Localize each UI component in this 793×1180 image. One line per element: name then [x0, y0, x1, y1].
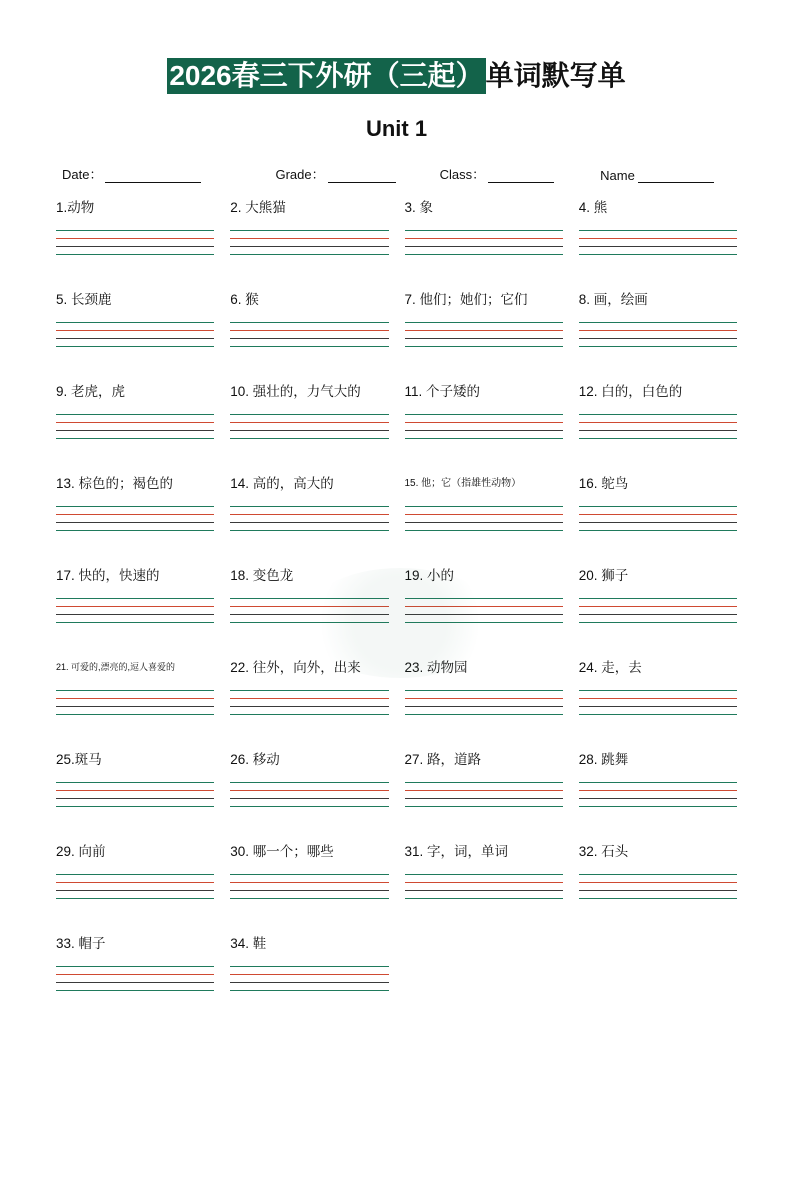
writing-lines[interactable]: [230, 966, 388, 991]
word-label: 7. 他们；她们；它们: [404, 292, 528, 307]
writing-line[interactable]: [230, 254, 388, 255]
writing-line[interactable]: [230, 706, 388, 707]
writing-line[interactable]: [230, 422, 388, 423]
unit-heading: Unit 1: [365, 116, 428, 141]
word-label: 28. 跳舞: [578, 752, 629, 767]
writing-lines[interactable]: [405, 506, 563, 531]
writing-lines[interactable]: [405, 782, 563, 807]
word-cell: [579, 289, 737, 381]
word-label: 11. 个子矮的: [404, 384, 481, 399]
writing-line[interactable]: [56, 798, 214, 799]
writing-line[interactable]: [56, 238, 214, 239]
writing-line[interactable]: [56, 806, 214, 807]
date-blank[interactable]: [105, 169, 201, 183]
writing-lines[interactable]: [56, 322, 214, 347]
grade-label: Grade：: [275, 167, 325, 182]
writing-lines[interactable]: [56, 230, 214, 255]
writing-line[interactable]: [56, 898, 214, 899]
writing-line[interactable]: [56, 882, 214, 883]
word-label: 20. 狮子: [578, 568, 629, 583]
writing-lines[interactable]: [405, 322, 563, 347]
class-blank[interactable]: [488, 169, 554, 183]
word-label: 6. 猴: [230, 292, 259, 307]
grade-blank[interactable]: [328, 169, 396, 183]
writing-line[interactable]: [56, 606, 214, 607]
writing-line[interactable]: [56, 598, 214, 599]
writing-line[interactable]: [230, 898, 388, 899]
writing-line[interactable]: [405, 338, 563, 339]
writing-line[interactable]: [56, 422, 214, 423]
writing-line[interactable]: [56, 966, 214, 967]
writing-line[interactable]: [579, 898, 737, 899]
writing-line[interactable]: [405, 230, 563, 231]
writing-line[interactable]: [405, 322, 563, 323]
writing-line[interactable]: [56, 438, 214, 439]
writing-line[interactable]: [579, 714, 737, 715]
name-blank[interactable]: [638, 169, 714, 183]
writing-line[interactable]: [405, 246, 563, 247]
word-cell: [56, 933, 214, 1025]
writing-line[interactable]: [579, 882, 737, 883]
writing-line[interactable]: [579, 414, 737, 415]
writing-line[interactable]: [405, 438, 563, 439]
word-cell: [230, 381, 388, 473]
writing-line[interactable]: [579, 606, 737, 607]
word-label: 33. 帽子: [56, 936, 106, 951]
writing-line[interactable]: [579, 614, 737, 615]
writing-line[interactable]: [56, 622, 214, 623]
word-cell: [230, 657, 388, 749]
writing-line[interactable]: [405, 898, 563, 899]
writing-lines[interactable]: [56, 966, 214, 991]
writing-line[interactable]: [579, 874, 737, 875]
writing-line[interactable]: [405, 598, 563, 599]
word-label: 14. 高的，高大的: [230, 476, 334, 491]
worksheet-page: [0, 58, 793, 1180]
writing-line[interactable]: [230, 690, 388, 691]
writing-line[interactable]: [405, 874, 563, 875]
word-cell: [405, 197, 563, 289]
writing-line[interactable]: [579, 430, 737, 431]
writing-lines[interactable]: [405, 230, 563, 255]
writing-line[interactable]: [405, 614, 563, 615]
writing-line[interactable]: [579, 438, 737, 439]
writing-line[interactable]: [579, 706, 737, 707]
writing-line[interactable]: [579, 698, 737, 699]
name-label: Name: [600, 168, 635, 183]
word-cell: [56, 565, 214, 657]
writing-line[interactable]: [56, 506, 214, 507]
writing-line[interactable]: [579, 338, 737, 339]
writing-line[interactable]: [230, 622, 388, 623]
writing-line[interactable]: [579, 598, 737, 599]
word-cell: [56, 657, 214, 749]
word-label: 17. 快的，快速的: [56, 568, 160, 583]
writing-lines[interactable]: [56, 690, 214, 715]
writing-line[interactable]: [579, 506, 737, 507]
title-highlight-text: 2026春三下外研（三起）: [167, 58, 485, 94]
word-label: 27. 路，道路: [404, 752, 482, 767]
writing-line[interactable]: [579, 782, 737, 783]
writing-line[interactable]: [405, 882, 563, 883]
word-label: 21. 可爱的,漂亮的,逗人喜爱的: [56, 662, 176, 672]
writing-line[interactable]: [579, 238, 737, 239]
writing-line[interactable]: [579, 254, 737, 255]
writing-line[interactable]: [405, 506, 563, 507]
writing-line[interactable]: [579, 522, 737, 523]
writing-line[interactable]: [405, 606, 563, 607]
writing-line[interactable]: [230, 598, 388, 599]
word-cell: [230, 565, 388, 657]
writing-line[interactable]: [405, 790, 563, 791]
writing-line[interactable]: [230, 246, 388, 247]
word-label: 2. 大熊猫: [230, 200, 286, 215]
word-label: 30. 哪一个；哪些: [230, 844, 334, 859]
writing-line[interactable]: [56, 698, 214, 699]
writing-line[interactable]: [579, 790, 737, 791]
writing-lines[interactable]: [405, 598, 563, 623]
word-cell: [579, 749, 737, 841]
writing-lines[interactable]: [405, 874, 563, 899]
word-label: 10. 强壮的，力气大的: [230, 384, 361, 399]
writing-lines[interactable]: [56, 598, 214, 623]
writing-lines[interactable]: [230, 598, 388, 623]
writing-line[interactable]: [405, 254, 563, 255]
word-cell: [405, 565, 563, 657]
writing-line[interactable]: [56, 690, 214, 691]
writing-line[interactable]: [579, 230, 737, 231]
writing-lines[interactable]: [579, 414, 737, 439]
writing-line[interactable]: [56, 522, 214, 523]
writing-line[interactable]: [230, 890, 388, 891]
word-label: 29. 向前: [56, 844, 106, 859]
writing-line[interactable]: [230, 882, 388, 883]
writing-lines[interactable]: [230, 506, 388, 531]
writing-line[interactable]: [405, 346, 563, 347]
writing-line[interactable]: [230, 346, 388, 347]
writing-line[interactable]: [230, 414, 388, 415]
writing-line[interactable]: [230, 430, 388, 431]
writing-lines[interactable]: [405, 690, 563, 715]
word-label: 26. 移动: [230, 752, 280, 767]
writing-line[interactable]: [405, 714, 563, 715]
writing-line[interactable]: [230, 614, 388, 615]
writing-lines[interactable]: [579, 322, 737, 347]
writing-lines[interactable]: [56, 506, 214, 531]
writing-line[interactable]: [56, 890, 214, 891]
word-label: 24. 走，去: [578, 660, 642, 675]
word-cell: [405, 841, 563, 933]
writing-lines[interactable]: [230, 874, 388, 899]
writing-line[interactable]: [56, 246, 214, 247]
writing-line[interactable]: [405, 798, 563, 799]
writing-line[interactable]: [230, 966, 388, 967]
writing-line[interactable]: [230, 974, 388, 975]
writing-line[interactable]: [230, 798, 388, 799]
word-label: 12. 白的，白色的: [578, 384, 683, 399]
writing-line[interactable]: [405, 690, 563, 691]
writing-line[interactable]: [579, 530, 737, 531]
word-cell: [579, 657, 737, 749]
writing-line[interactable]: [230, 782, 388, 783]
word-cell: [405, 749, 563, 841]
writing-line[interactable]: [230, 982, 388, 983]
writing-line[interactable]: [56, 982, 214, 983]
meta-row: [56, 164, 737, 183]
writing-line[interactable]: [405, 414, 563, 415]
writing-line[interactable]: [230, 990, 388, 991]
grade-field[interactable]: [275, 164, 395, 183]
writing-line[interactable]: [56, 338, 214, 339]
writing-line[interactable]: [405, 422, 563, 423]
writing-line[interactable]: [230, 606, 388, 607]
writing-line[interactable]: [405, 522, 563, 523]
writing-line[interactable]: [56, 414, 214, 415]
writing-line[interactable]: [579, 346, 737, 347]
word-cell: [405, 473, 563, 565]
word-label: 34. 鞋: [230, 936, 267, 951]
writing-lines[interactable]: [230, 322, 388, 347]
writing-lines[interactable]: [579, 230, 737, 255]
word-cell: [56, 841, 214, 933]
writing-line[interactable]: [56, 230, 214, 231]
word-cell: [230, 289, 388, 381]
word-label: 31. 字，词，单词: [404, 844, 509, 859]
word-cell: [405, 289, 563, 381]
word-label: 19. 小的: [404, 568, 455, 583]
writing-line[interactable]: [56, 322, 214, 323]
writing-line[interactable]: [56, 430, 214, 431]
word-label: 22. 往外，向外，出来: [230, 660, 361, 675]
word-cell: [230, 841, 388, 933]
word-cell: [405, 657, 563, 749]
word-cell: [230, 749, 388, 841]
writing-line[interactable]: [56, 530, 214, 531]
writing-lines[interactable]: [230, 230, 388, 255]
writing-line[interactable]: [56, 346, 214, 347]
word-cell: [56, 749, 214, 841]
writing-line[interactable]: [405, 806, 563, 807]
word-cell: [230, 197, 388, 289]
writing-line[interactable]: [230, 322, 388, 323]
word-cell: [579, 473, 737, 565]
writing-lines[interactable]: [56, 782, 214, 807]
word-label: 9. 老虎，虎: [56, 384, 126, 399]
word-cell: [579, 841, 737, 933]
writing-lines[interactable]: [405, 414, 563, 439]
writing-line[interactable]: [579, 322, 737, 323]
word-cell: [579, 381, 737, 473]
writing-line[interactable]: [230, 530, 388, 531]
class-label: Class：: [439, 167, 486, 182]
writing-lines[interactable]: [56, 874, 214, 899]
word-label: 25.斑马: [56, 752, 102, 767]
date-label: Date：: [62, 167, 103, 182]
name-field[interactable]: [600, 168, 714, 183]
word-label: 3. 象: [404, 200, 434, 215]
writing-lines[interactable]: [230, 782, 388, 807]
writing-line[interactable]: [56, 714, 214, 715]
writing-line[interactable]: [230, 790, 388, 791]
word-label: 16. 鸵鸟: [578, 476, 629, 491]
writing-line[interactable]: [230, 230, 388, 231]
writing-line[interactable]: [230, 506, 388, 507]
word-cell: [56, 381, 214, 473]
writing-lines[interactable]: [230, 414, 388, 439]
word-label: 32. 石头: [578, 844, 629, 859]
writing-line[interactable]: [579, 422, 737, 423]
word-cell: [56, 197, 214, 289]
writing-line[interactable]: [579, 806, 737, 807]
writing-line[interactable]: [56, 782, 214, 783]
writing-line[interactable]: [405, 622, 563, 623]
document-title: [56, 58, 737, 94]
word-cell: [56, 473, 214, 565]
writing-line[interactable]: [230, 514, 388, 515]
word-label: 18. 变色龙: [230, 568, 294, 583]
writing-line[interactable]: [56, 706, 214, 707]
writing-line[interactable]: [405, 530, 563, 531]
writing-line[interactable]: [230, 714, 388, 715]
writing-lines[interactable]: [579, 874, 737, 899]
writing-lines[interactable]: [579, 598, 737, 623]
writing-line[interactable]: [56, 874, 214, 875]
word-label: 13. 棕色的；褐色的: [56, 476, 174, 491]
writing-line[interactable]: [230, 438, 388, 439]
writing-line[interactable]: [405, 706, 563, 707]
writing-lines[interactable]: [579, 690, 737, 715]
writing-line[interactable]: [579, 890, 737, 891]
writing-lines[interactable]: [230, 690, 388, 715]
writing-line[interactable]: [230, 806, 388, 807]
title-plain-text: 单词默写单: [485, 60, 626, 91]
word-cell: [579, 565, 737, 657]
writing-line[interactable]: [579, 798, 737, 799]
writing-line[interactable]: [579, 330, 737, 331]
word-cell: [230, 933, 388, 1025]
word-label: 15. 他；它（指雄性动物）: [404, 478, 522, 489]
writing-lines[interactable]: [579, 506, 737, 531]
writing-line[interactable]: [405, 430, 563, 431]
word-grid: [56, 197, 737, 1025]
word-cell: [230, 473, 388, 565]
writing-line[interactable]: [230, 874, 388, 875]
writing-line[interactable]: [405, 514, 563, 515]
date-field[interactable]: [62, 164, 201, 183]
writing-line[interactable]: [579, 690, 737, 691]
class-field[interactable]: [440, 164, 555, 183]
writing-line[interactable]: [230, 698, 388, 699]
writing-line[interactable]: [56, 990, 214, 991]
word-cell: [56, 289, 214, 381]
word-cell: [579, 197, 737, 289]
writing-line[interactable]: [56, 614, 214, 615]
writing-line[interactable]: [230, 338, 388, 339]
writing-line[interactable]: [579, 514, 737, 515]
word-label: 23. 动物园: [404, 660, 468, 675]
writing-line[interactable]: [56, 330, 214, 331]
writing-lines[interactable]: [579, 782, 737, 807]
writing-line[interactable]: [405, 890, 563, 891]
word-label: 4. 熊: [578, 200, 608, 215]
writing-line[interactable]: [405, 330, 563, 331]
writing-line[interactable]: [405, 698, 563, 699]
writing-line[interactable]: [230, 522, 388, 523]
word-label: 5. 长颈鹿: [56, 292, 112, 307]
writing-line[interactable]: [230, 330, 388, 331]
writing-line[interactable]: [579, 622, 737, 623]
writing-line[interactable]: [56, 514, 214, 515]
writing-line[interactable]: [579, 246, 737, 247]
word-label: 1.动物: [56, 200, 95, 215]
writing-line[interactable]: [56, 790, 214, 791]
writing-line[interactable]: [405, 238, 563, 239]
writing-line[interactable]: [405, 782, 563, 783]
writing-line[interactable]: [230, 238, 388, 239]
writing-line[interactable]: [56, 974, 214, 975]
writing-line[interactable]: [56, 254, 214, 255]
writing-lines[interactable]: [56, 414, 214, 439]
word-label: 8. 画，绘画: [578, 292, 648, 307]
word-cell: [405, 381, 563, 473]
